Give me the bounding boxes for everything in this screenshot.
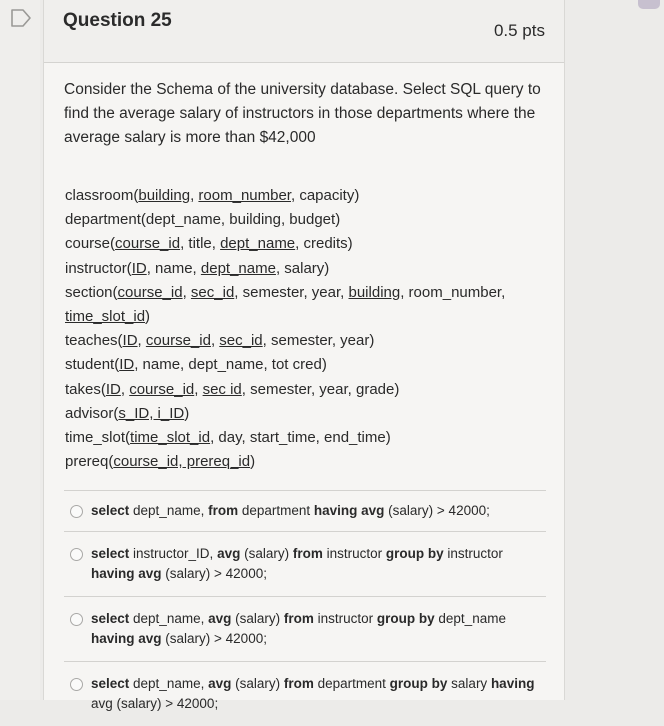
sql-text: (salary) [231,611,284,626]
schema-text: takes( [65,380,106,398]
flag-column [0,0,40,700]
schema-text: , [120,380,130,398]
answer-options [64,490,546,726]
answer-option-1[interactable] [64,491,546,531]
radio-button[interactable] [70,505,83,518]
schema-line [65,450,545,474]
schema-text: time_slot( [65,428,131,446]
schema-line [65,353,545,377]
schema-key: building [138,187,191,204]
sql-text: (salary) > 42000; [161,631,267,646]
sql-keyword: from [283,676,314,691]
schema-text: course( [65,235,116,253]
sql-keyword: select [91,546,130,561]
schema-key: dept_name [220,235,296,253]
schema-line [65,402,545,426]
sql-text: (salary) [240,546,293,561]
schema-text: , title, [180,235,221,253]
sql-keyword: select [91,676,130,691]
schema-text: , salary) [275,259,330,277]
question-prompt: Consider the Schema of the university database. Select SQL query to find the average salary of instructors in those departments where the average salary is more than $42,000 [64,81,541,146]
sql-text: salary [447,676,491,691]
sql-keyword: avg [208,676,232,691]
radio-button[interactable] [70,548,83,561]
schema-text: , [182,283,191,301]
sql-keyword: having [490,676,535,691]
sql-keyword: having avg [91,631,162,646]
schema-text: , [210,332,220,350]
flag-question-icon[interactable] [10,9,32,27]
sql-text: instructor [313,611,377,626]
schema-line [65,257,545,281]
question-header [44,0,564,63]
schema-line [65,305,545,329]
schema-key: time_slot_id [65,307,146,325]
schema-text: ) [184,404,190,422]
schema-text: , semester, year, [234,283,349,301]
answer-option-4[interactable] [64,662,546,726]
question-points: 0.5 pts [493,21,545,40]
schema-text: teaches( [65,332,123,350]
schema-key: sec id [202,380,242,398]
schema-text: department(dept_name, building, budget) [65,211,341,229]
sql-keyword: having avg [313,503,385,518]
answer-option-2[interactable] [64,532,546,596]
schema-key: s_ID, i_ID [118,404,185,422]
sql-text: instructor [322,546,386,561]
schema-text: , [137,332,146,350]
schema-text: , [194,380,203,398]
sql-text: dept_name [434,611,506,626]
schema-text: , room_number, [400,283,506,301]
schema-key: dept_name [200,259,276,277]
sql-keyword: group by [385,546,444,561]
schema-text: classroom( [65,187,139,204]
schema-line [65,281,545,305]
schema-line [65,232,545,256]
sql-text: (salary) > 42000; [384,503,490,518]
sql-keyword: avg [217,546,241,561]
schema-key: ID [119,356,135,374]
schema-line [65,184,545,208]
schema-key: course_id [117,283,183,301]
schema-text: , semester, year) [262,332,375,350]
schema-line [65,426,545,450]
answer-option-3[interactable] [64,597,546,661]
schema-key: sec_id [190,283,235,301]
schema-key: time_slot_id [130,428,211,446]
corner-badge [638,0,660,9]
sql-keyword: select [91,611,130,626]
schema-key: ID [131,259,147,277]
sql-text: instructor_ID, [129,546,218,561]
schema-list [65,184,545,474]
schema-text: ) [145,307,151,325]
schema-text: , capacity) [290,187,360,204]
schema-text: , semester, year, grade) [241,380,400,398]
sql-keyword: avg [208,611,232,626]
sql-keyword: group by [389,676,448,691]
sql-keyword: from [208,503,239,518]
schema-text: student( [65,356,120,374]
schema-line [65,208,545,232]
radio-button[interactable] [70,678,83,691]
schema-key: course_id, prereq_id [113,453,251,471]
schema-key: course_id [129,380,195,398]
sql-keyword: from [283,611,314,626]
sql-text: dept_name, [129,611,209,626]
schema-key: ID [105,380,121,398]
schema-key: sec_id [219,332,263,350]
schema-text: instructor( [65,259,132,277]
sql-keyword: select [91,503,130,518]
schema-key: room_number [198,187,291,204]
schema-line [65,329,545,353]
schema-key: ID [122,332,138,350]
schema-key: building [348,283,401,301]
schema-text: , [190,187,199,204]
radio-button[interactable] [70,613,83,626]
sql-text: (salary) [231,676,284,691]
schema-text: , credits) [295,235,353,253]
schema-text: prereq( [65,453,114,471]
schema-text: section( [65,283,118,301]
schema-text: , name, [146,259,201,277]
schema-key: course_id [145,332,211,350]
question-title: Question 25 [63,10,172,31]
sql-text: dept_name, [129,503,209,518]
sql-text: avg (salary) > 42000; [91,696,219,711]
sql-text: department [238,503,314,518]
sql-text: instructor [443,546,503,561]
sql-keyword: having avg [91,566,162,581]
sql-keyword: group by [376,611,435,626]
sql-text: dept_name, [129,676,209,691]
schema-line [65,378,545,402]
schema-key: course_id [115,235,181,253]
schema-text: , name, dept_name, tot cred) [134,356,327,374]
sql-text: (salary) > 42000; [161,566,267,581]
schema-text: advisor( [65,404,119,422]
question-card [43,0,565,711]
schema-text: , day, start_time, end_time) [210,428,391,446]
sql-keyword: from [292,546,323,561]
sql-text: department [313,676,390,691]
schema-text: ) [250,453,256,471]
